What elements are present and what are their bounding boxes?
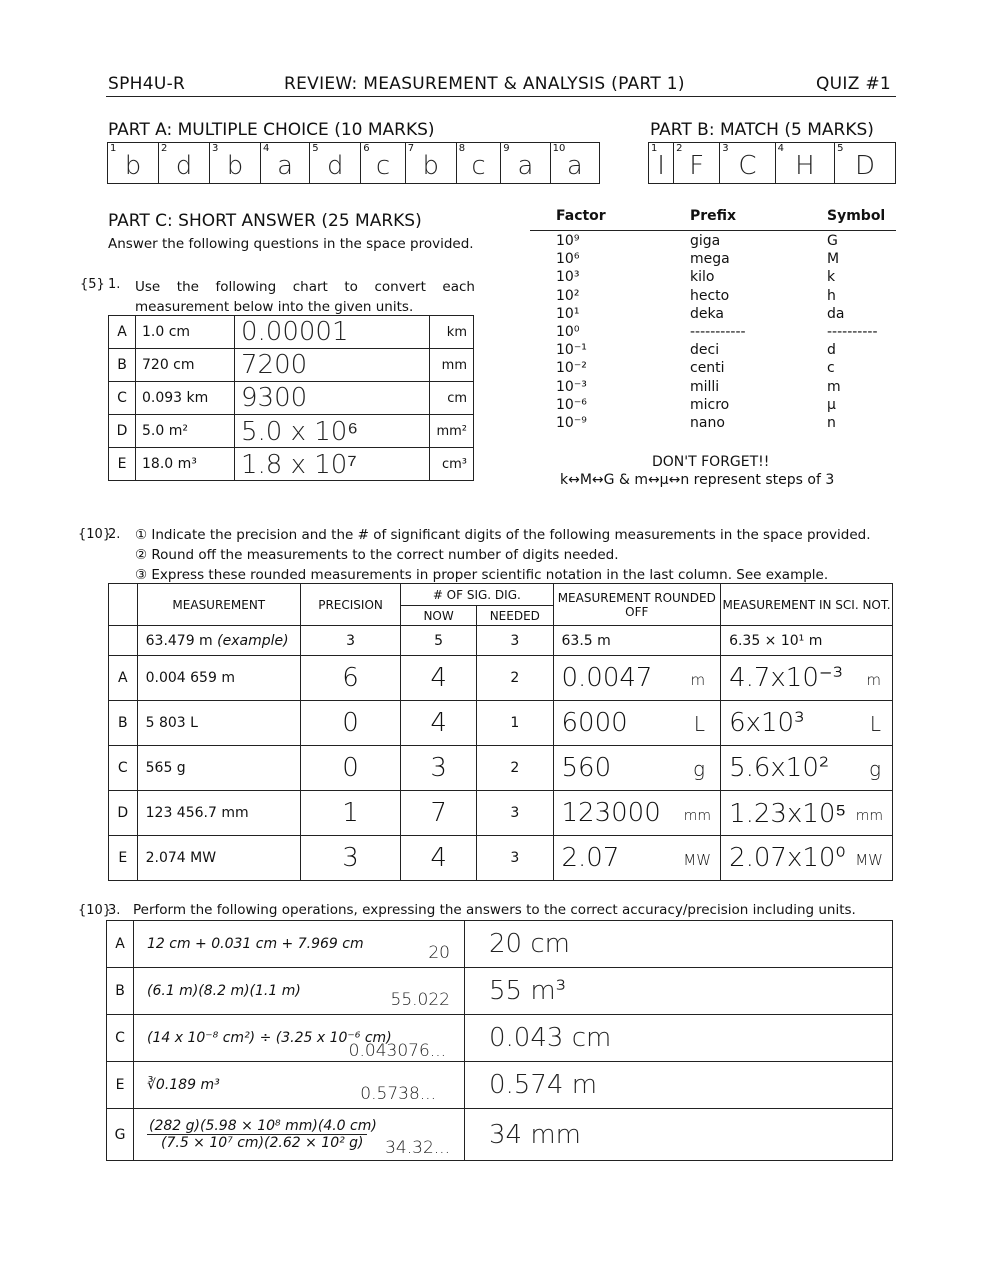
steps-note: k↔M↔G & m↔μ↔n represent steps of 3 — [560, 472, 835, 488]
q3-row: E ∛0.189 m³ 0.5738... 0.574 m — [107, 1062, 893, 1109]
part-a-answers — [107, 142, 600, 184]
mc-cell-4[interactable]: 4 a — [260, 143, 309, 184]
match-cell-1[interactable]: 1 I — [649, 143, 674, 184]
q3-row: A 12 cm + 0.031 cm + 7.969 cm 20 20 cm — [107, 921, 893, 968]
mc-cell-7[interactable]: 7 b — [405, 143, 456, 184]
q3-text: Perform the following operations, expressing the answers to the correct accuracy/precision including units. — [133, 902, 856, 918]
q2-marks: {10} — [78, 527, 112, 542]
q2-row: E 2.074 MW 3 4 3 2.07 MW 2.07x10⁰ MW — [109, 836, 893, 881]
q3-row: B (6.1 m)(8.2 m)(1.1 m) 55.022 55 m³ — [107, 968, 893, 1015]
q2-example-row: 63.479 m (example) 3 5 3 63.5 m 6.35 × 10¹ m — [109, 626, 893, 656]
q1-row: D 5.0 m² 5.0 x 10⁶ mm² — [109, 415, 474, 448]
q3-number: 3. — [108, 903, 121, 918]
q1-row: B 720 cm 7200 mm — [109, 349, 474, 382]
part-b-title: PART B: MATCH (5 MARKS) — [650, 120, 874, 140]
dont-forget-note: DON'T FORGET!! — [652, 454, 770, 470]
mc-cell-1[interactable]: 1 b — [108, 143, 159, 184]
q3-row: G (282 g)(5.98 × 10⁸ mm)(4.0 cm) (7.5 × 10⁷ cm)(2.62 × 10² g) 34.32... 34 mm — [107, 1109, 893, 1161]
q2-row: D 123 456.7 mm 1 7 3 123000 mm 1.23x10⁵ mm — [109, 791, 893, 836]
q1-marks: {5} — [80, 277, 105, 292]
mc-cell-6[interactable]: 6 c — [361, 143, 406, 184]
q2-row: C 565 g 0 3 2 560 g 5.6x10² g — [109, 746, 893, 791]
prefix-column: giga mega kilo hecto deka ----------- deci centi milli micro nano — [690, 233, 746, 432]
q3-row: C (14 x 10⁻⁸ cm²) ÷ (3.25 x 10⁻⁶ cm) 0.043076... 0.043 cm — [107, 1015, 893, 1062]
match-cell-3[interactable]: 3 C — [720, 143, 775, 184]
factor-column: 10⁹ 10⁶ 10³ 10² 10¹ 10⁰ 10⁻¹ 10⁻² 10⁻³ 10⁻⁶ 10⁻⁹ — [556, 233, 587, 432]
q2-row: A 0.004 659 m 6 4 2 0.0047 m 4.7x10⁻³ m — [109, 656, 893, 701]
mc-cell-5[interactable]: 5 d — [310, 143, 361, 184]
q1-row: C 0.093 km 9300 cm — [109, 382, 474, 415]
mc-cell-3[interactable]: 3 b — [209, 143, 260, 184]
part-c-instruction: Answer the following questions in the space provided. — [108, 236, 474, 252]
q2-table: MEASUREMENT PRECISION # OF SIG. DIG. MEASUREMENT ROUNDED OFF MEASUREMENT IN SCI. NOT. NOW NEEDED 63.479 m (example) 3 5 3 63.5 m 6.35 × 10¹ m A 0.004 659 m 6 4 2 0.0047 m 4.7x10⁻³ m B 5 803 L 0 4 1 6000 L 6x10³ L C 565 g 0 3 2 560 g 5.6x10² g D 123 456.7 mm 1 7 3 123000 mm 1.23x10⁵ mm E 2.074 MW 3 4 3 2.07 MW 2.07x10⁰ MW — [108, 583, 893, 881]
quiz-number: QUIZ #1 — [816, 74, 892, 94]
q3-marks: {10} — [78, 903, 112, 918]
match-cell-5[interactable]: 5 D — [835, 143, 896, 184]
page-title: REVIEW: MEASUREMENT & ANALYSIS (PART 1) — [284, 74, 685, 94]
symbol-header: Symbol — [827, 208, 886, 224]
match-cell-2[interactable]: 2 F — [674, 143, 720, 184]
mc-cell-8[interactable]: 8 c — [456, 143, 501, 184]
q2-instructions: ① Indicate the precision and the # of significant digits of the following measurements in the space provided. ② Round off the measurements to the correct number of digits needed. ③ Express these rounded measurements in proper scientific notation in the last column. See example. — [135, 527, 871, 583]
q1-text: Use the following chart to convert each measurement below into the given units. — [135, 279, 475, 315]
q1-table — [108, 315, 474, 481]
match-cell-4[interactable]: 4 H — [775, 143, 834, 184]
part-a-title: PART A: MULTIPLE CHOICE (10 MARKS) — [108, 120, 435, 140]
course-code: SPH4U-R — [108, 74, 186, 94]
prefix-table — [530, 208, 896, 432]
q1-row: A 1.0 cm 0.00001 km — [109, 316, 474, 349]
part-b-answers — [648, 142, 896, 184]
q2-row: B 5 803 L 0 4 1 6000 L 6x10³ L — [109, 701, 893, 746]
q1-row: E 18.0 m³ 1.8 x 10⁷ cm³ — [109, 448, 474, 481]
q3-table — [106, 920, 893, 1161]
q2-number: 2. — [108, 527, 121, 542]
header-rule — [106, 96, 896, 97]
mc-cell-9[interactable]: 9 a — [501, 143, 550, 184]
prefix-header: Prefix — [690, 208, 737, 224]
mc-cell-10[interactable]: 10 a — [550, 143, 599, 184]
mc-cell-2[interactable]: 2 d — [158, 143, 209, 184]
factor-header: Factor — [556, 208, 606, 224]
q1-number: 1. — [108, 277, 121, 292]
symbol-column: G M k h da ---------- d c m μ n — [827, 233, 878, 432]
part-c-title: PART C: SHORT ANSWER (25 MARKS) — [108, 211, 422, 231]
